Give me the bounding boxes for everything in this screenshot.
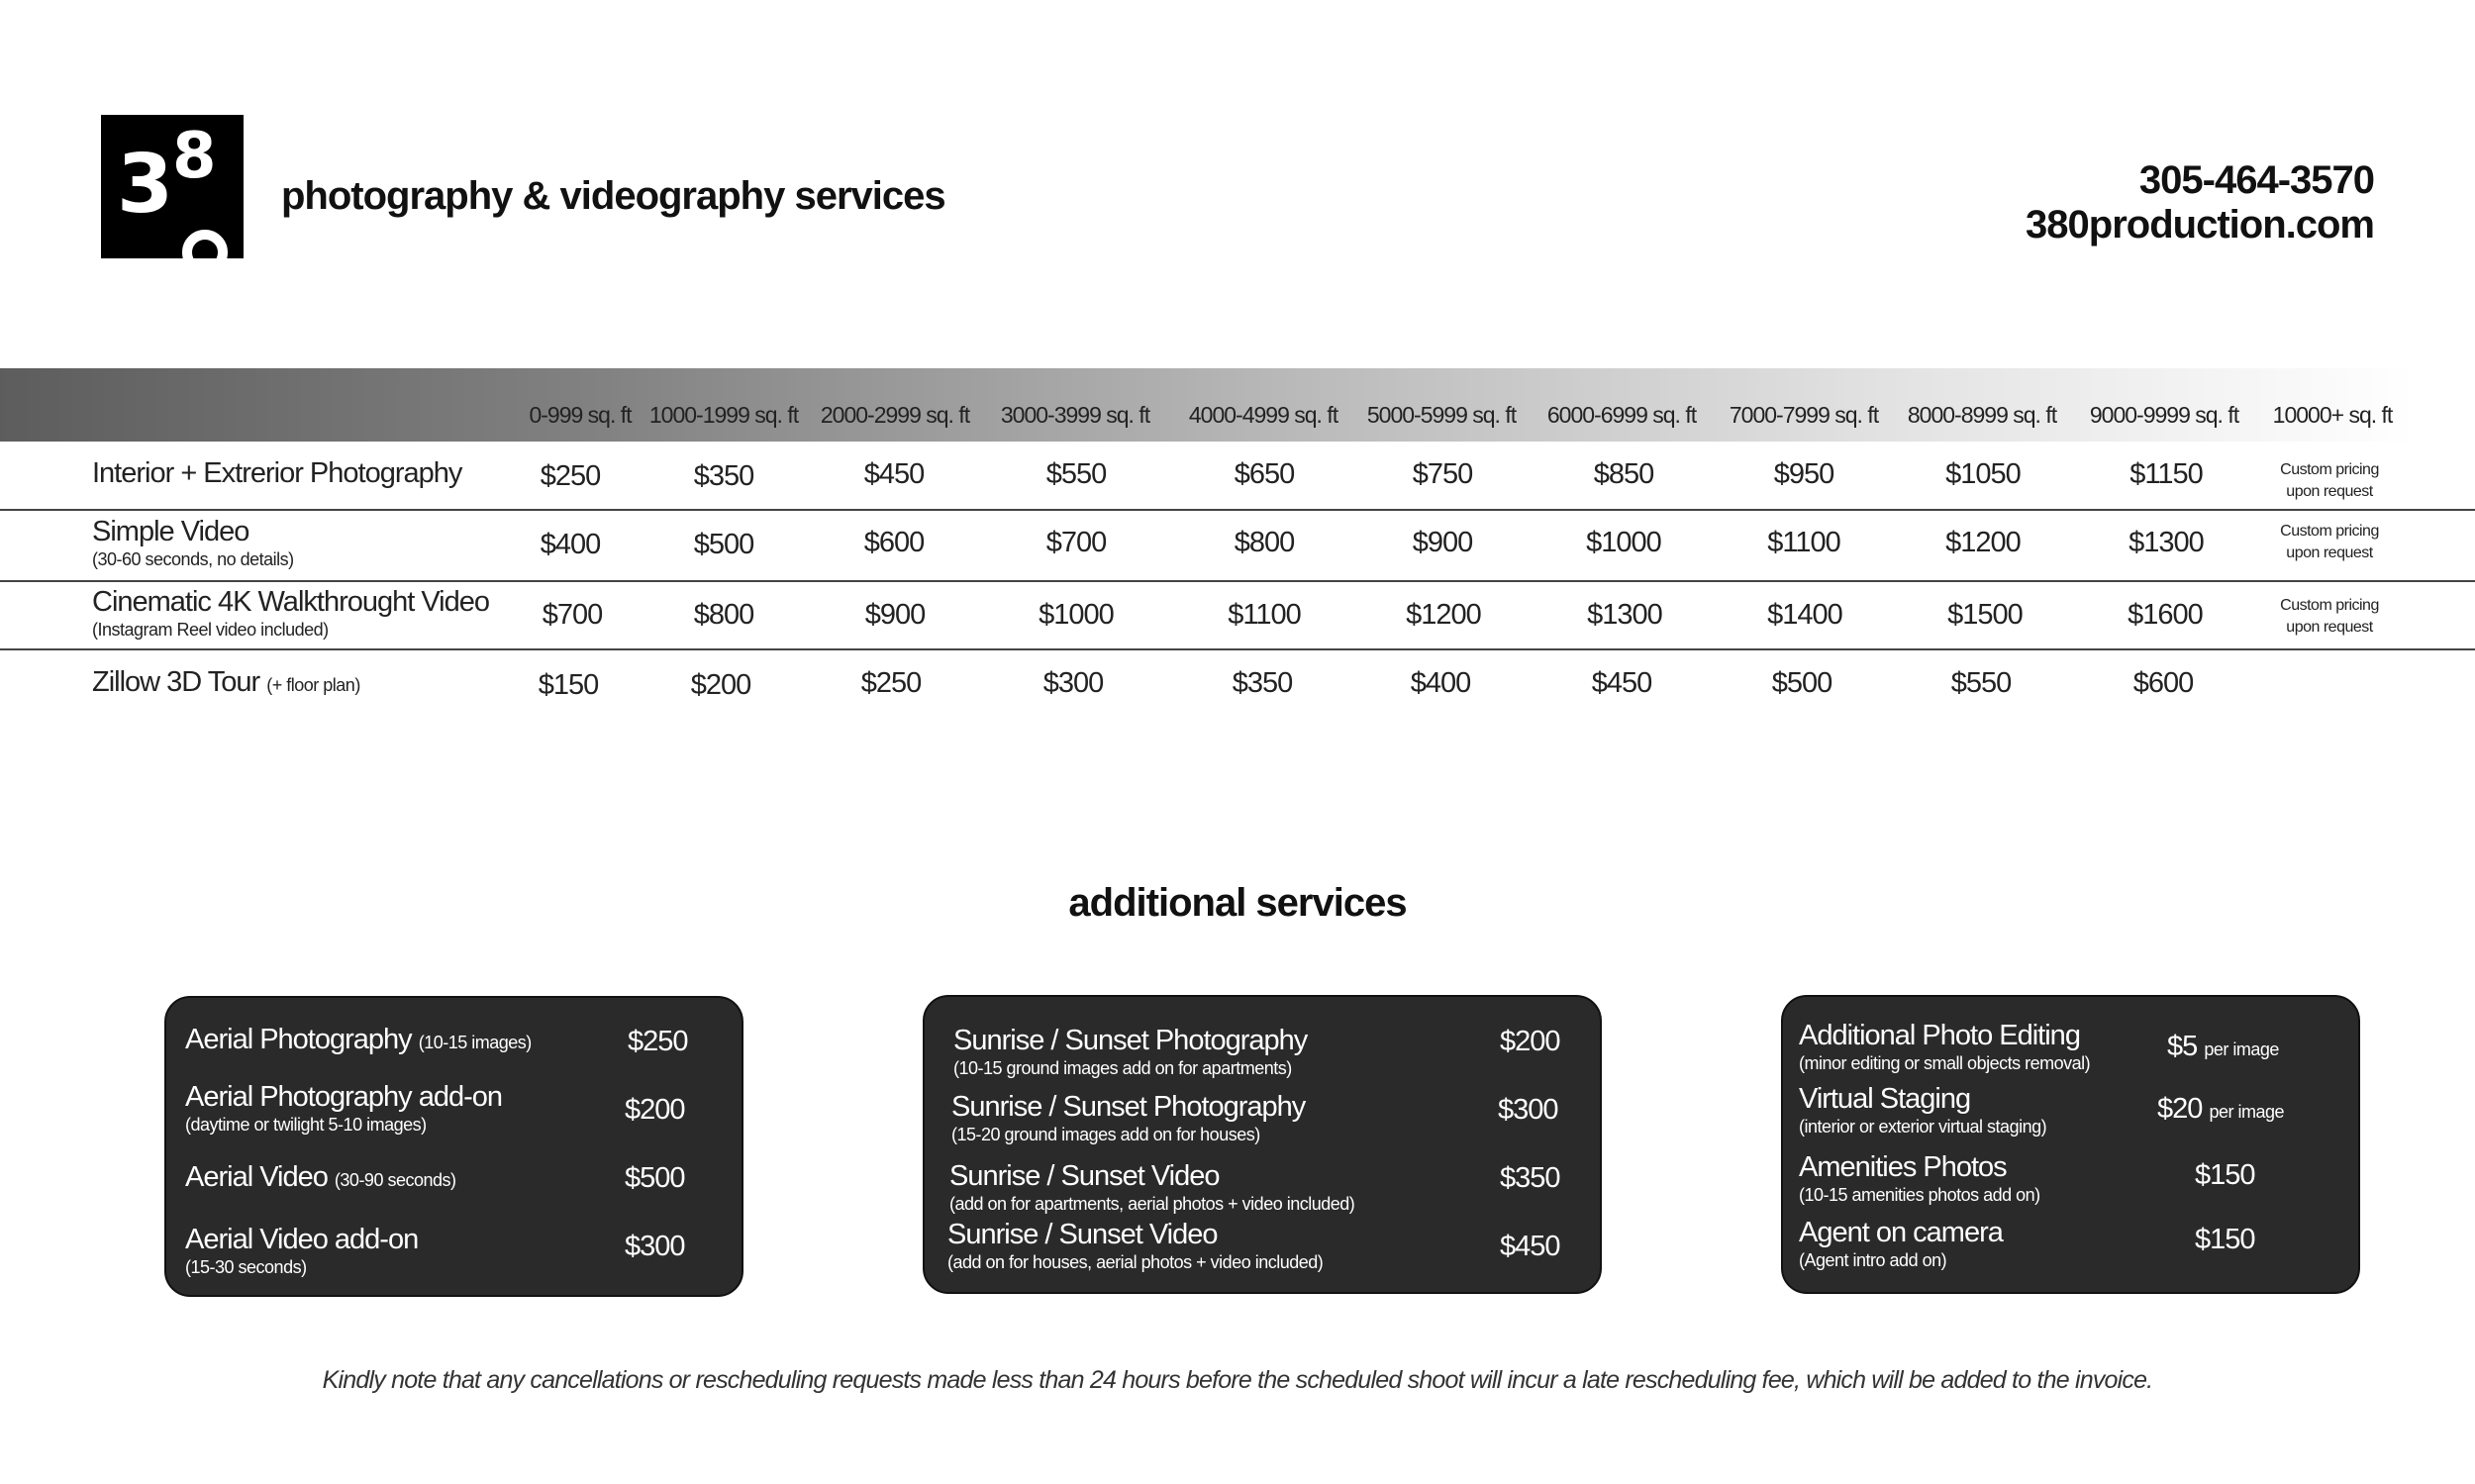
service-item <box>949 1160 1354 1215</box>
service-item-price <box>2167 1031 2279 1063</box>
price-cell: $650 <box>1234 458 1295 490</box>
price-cell: $1100 <box>1767 527 1840 558</box>
custom-pricing-line: Custom pricing <box>2280 523 2379 540</box>
service-item-note: (minor editing or small objects removal) <box>1799 1053 2091 1073</box>
column-header: 10000+ sq. ft <box>2272 402 2393 428</box>
price-cell: $500 <box>1771 667 1832 699</box>
price-cell: $150 <box>538 669 599 701</box>
column-header: 3000-3999 sq. ft <box>1000 402 1150 428</box>
price-cell: $700 <box>542 599 603 631</box>
service-item-price: $200 <box>1500 1026 1560 1057</box>
price-cell: $700 <box>1045 527 1107 558</box>
service-item-price: $150 <box>2195 1224 2255 1255</box>
service-item-name: Sunrise / Sunset Photography <box>953 1025 1308 1056</box>
service-item-note: (interior or exterior virtual staging) <box>1799 1117 2047 1137</box>
service-item-note: (Agent intro add on) <box>1799 1250 1947 1270</box>
service-item-name: Agent on camera <box>1799 1217 2003 1248</box>
service-item <box>947 1219 1323 1273</box>
price-cell: $1150 <box>2129 458 2203 490</box>
price-cell: $1000 <box>1586 527 1661 558</box>
custom-pricing-line: Custom pricing <box>2280 461 2379 478</box>
service-item-price: $500 <box>625 1162 685 1194</box>
column-header: 1000-1999 sq. ft <box>648 402 799 428</box>
price-cell: $1400 <box>1767 599 1842 631</box>
price-value: $5 <box>2167 1031 2198 1062</box>
service-item-name: Aerial Video add-on <box>185 1224 419 1255</box>
service-item <box>951 1091 1305 1145</box>
price-cell: $500 <box>693 529 754 560</box>
service-label: Interior + Extrerior Photography <box>92 457 462 489</box>
custom-pricing-note <box>2257 521 2402 564</box>
row-divider <box>0 580 2475 582</box>
column-header: 5000-5999 sq. ft <box>1366 402 1517 428</box>
service-label: Simple Video <box>92 516 249 547</box>
service-item-name: Virtual Staging <box>1799 1083 1971 1115</box>
service-note: (+ floor plan) <box>266 675 360 695</box>
service-item-name: Amenities Photos <box>1799 1151 2007 1183</box>
service-item-name: Aerial Photography <box>185 1024 412 1055</box>
price-cell: $1100 <box>1228 599 1301 631</box>
service-label: Zillow 3D Tour <box>92 666 260 698</box>
price-cell: $250 <box>860 667 922 699</box>
service-item-note: (15-20 ground images add on for houses) <box>951 1125 1260 1144</box>
service-item-name: Aerial Photography add-on <box>185 1081 503 1113</box>
price-unit: per image <box>2204 1039 2279 1059</box>
contact-info <box>2026 158 2374 247</box>
price-cell: $950 <box>1773 458 1834 490</box>
price-cell: $750 <box>1412 458 1473 490</box>
price-cell: $350 <box>693 460 754 492</box>
column-header: 6000-6999 sq. ft <box>1546 402 1697 428</box>
service-item-price: $250 <box>628 1026 688 1057</box>
column-header: 8000-8999 sq. ft <box>1907 402 2057 428</box>
logo <box>101 115 244 258</box>
custom-pricing-line: upon request <box>2286 483 2373 500</box>
price-unit: per image <box>2209 1102 2284 1122</box>
price-cell: $250 <box>540 460 601 492</box>
column-header: 7000-7999 sq. ft <box>1729 402 1879 428</box>
phone-number: 305-464-3570 <box>2138 158 2374 202</box>
service-item <box>1799 1083 2046 1138</box>
service-item-price: $450 <box>1500 1231 1560 1262</box>
service-item-note: (add on for houses, aerial photos + video included) <box>947 1252 1324 1272</box>
service-item-name: Aerial Video <box>185 1161 328 1193</box>
column-header: 4000-4999 sq. ft <box>1188 402 1338 428</box>
price-cell: $450 <box>1591 667 1652 699</box>
price-cell: $1300 <box>2128 527 2204 558</box>
price-cell: $1300 <box>1587 599 1662 631</box>
cancellation-policy-note: Kindly note that any cancellations or rescheduling requests made less than 24 hours before the scheduled shoot will incur a late rescheduling fee, which will be added to the invoice. <box>322 1366 2153 1394</box>
service-label: Cinematic 4K Walkthrought Video <box>92 586 489 618</box>
price-cell: $1500 <box>1947 599 2023 631</box>
column-header: 9000-9999 sq. ft <box>2089 402 2239 428</box>
price-cell: $300 <box>1042 667 1104 699</box>
service-item-note: (15-30 seconds) <box>185 1257 307 1277</box>
price-cell: $1000 <box>1039 599 1114 631</box>
service-item-note: (10-15 ground images add on for apartments) <box>953 1058 1292 1078</box>
service-item-note: (30-90 seconds) <box>334 1170 456 1190</box>
price-cell: $800 <box>693 599 754 631</box>
service-item-note: (daytime or twilight 5-10 images) <box>185 1115 427 1135</box>
service-item-name: Sunrise / Sunset Video <box>949 1160 1220 1192</box>
service-name-cinematic-video <box>92 586 489 641</box>
service-name-photography <box>92 457 461 490</box>
column-header: 0-999 sq. ft <box>529 402 632 428</box>
price-cell: $550 <box>1045 458 1107 490</box>
service-item-note: (10-15 amenities photos add on) <box>1799 1185 2040 1205</box>
website-link[interactable]: 380production.com <box>2026 203 2374 247</box>
row-divider <box>0 509 2475 511</box>
logo-digit-3: 3 <box>117 138 170 232</box>
price-cell: $600 <box>2132 667 2194 699</box>
price-cell: $850 <box>1593 458 1654 490</box>
price-cell: $400 <box>540 529 601 560</box>
row-divider <box>0 648 2475 650</box>
service-item <box>1799 1020 2090 1074</box>
service-item <box>185 1161 456 1194</box>
column-header: 2000-2999 sq. ft <box>820 402 970 428</box>
price-cell: $1600 <box>2128 599 2203 631</box>
service-item-price <box>2157 1093 2284 1126</box>
service-item <box>185 1081 502 1136</box>
price-cell: $900 <box>1412 527 1473 558</box>
price-cell: $550 <box>1950 667 2012 699</box>
custom-pricing-line: upon request <box>2286 619 2373 636</box>
price-value: $20 <box>2157 1093 2203 1125</box>
price-cell: $1200 <box>1406 599 1481 631</box>
custom-pricing-line: upon request <box>2286 544 2373 561</box>
price-cell: $1050 <box>1945 458 2021 490</box>
service-item-name: Sunrise / Sunset Photography <box>951 1091 1306 1123</box>
service-item-name: Sunrise / Sunset Video <box>947 1219 1218 1250</box>
service-note: (30-60 seconds, no details) <box>92 549 294 569</box>
service-item-name: Additional Photo Editing <box>1799 1020 2080 1051</box>
service-note: (Instagram Reel video included) <box>92 620 329 640</box>
logo-digit-0-arc <box>182 230 228 258</box>
service-item-price: $300 <box>625 1231 685 1262</box>
service-item <box>185 1024 532 1056</box>
price-cell: $400 <box>1410 667 1471 699</box>
service-item <box>1799 1217 2003 1271</box>
price-cell: $450 <box>863 458 925 490</box>
price-cell: $200 <box>690 669 751 701</box>
service-name-simple-video <box>92 516 294 570</box>
custom-pricing-line: Custom pricing <box>2280 597 2379 614</box>
service-item <box>185 1224 418 1278</box>
price-cell: $800 <box>1234 527 1295 558</box>
custom-pricing-note <box>2257 595 2402 639</box>
price-cell: $350 <box>1232 667 1293 699</box>
service-item-price: $200 <box>625 1094 685 1126</box>
service-item-note: (10-15 images) <box>418 1033 532 1052</box>
custom-pricing-note <box>2257 459 2402 503</box>
price-cell: $600 <box>863 527 925 558</box>
service-item-price: $300 <box>1498 1094 1558 1126</box>
price-cell: $900 <box>864 599 926 631</box>
page-title: photography & videography services <box>281 174 945 218</box>
logo-digit-8: 8 <box>172 120 217 193</box>
service-item <box>1799 1151 2040 1206</box>
service-item-note: (add on for apartments, aerial photos + video included) <box>949 1194 1355 1214</box>
service-name-zillow-tour <box>92 666 360 699</box>
service-item-price: $150 <box>2195 1159 2255 1191</box>
service-item-price: $350 <box>1500 1162 1560 1194</box>
additional-services-title: additional services <box>1068 881 1407 925</box>
service-item <box>953 1025 1307 1079</box>
price-cell: $1200 <box>1945 527 2021 558</box>
